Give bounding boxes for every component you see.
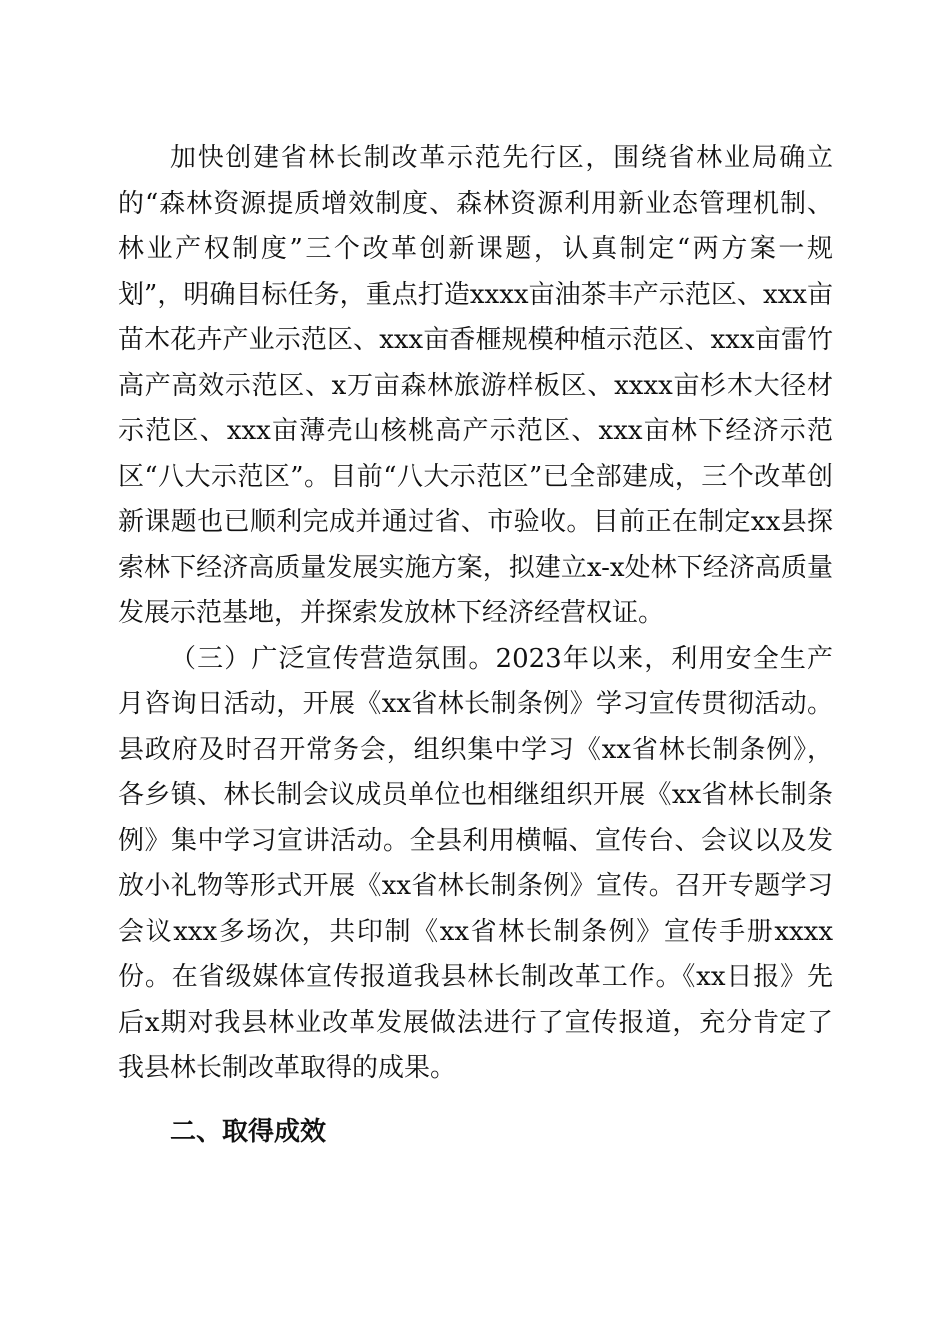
paragraph-demonstration-zones: 加快创建省林长制改革示范先行区，围绕省林业局确立的“森林资源提质增效制度、森林资源利用新业态管理机制、林业产权制度”三个改革创新课题，认真制定“两方案一规划”，明确目标任务，重点打造xxxx亩油茶丰产示范区、xxx亩苗木花卉产业示范区、xxx亩香榧规模种植示范区、xxx亩雷竹高产高效示范区、x万亩森林旅游样板区、xxxx亩杉木大径材示范区、xxx亩薄壳山核桃高产示范区、xxx亩林下经济示范区“八大示范区”。目前“八大示范区”已全部建成，三个改革创新课题也已顺利完成并通过省、市验收。目前正在制定xx县探索林下经济高质量发展实施方案，拟建立x-x处林下经济高质量发展示范基地，并探索发放林下经济经营权证。 [118, 143, 833, 628]
paragraph-publicity: （三）广泛宣传营造氛围。2023年以来，利用安全生产月咨询日活动，开展《xx省林长制条例》学习宣传贯彻活动。县政府及时召开常务会，组织集中学习《xx省林长制条例》，各乡镇、林长制会议成员单位也相继组织开展《xx省林长制条例》集中学习宣讲活动。全县利用横幅、宣传台、会议以及发放小礼物等形式开展《xx省林长制条例》宣传。召开专题学习会议xxx多场次，共印制《xx省林长制条例》宣传手册xxxx份。在省级媒体宣传报道我县林长制改革工作。《xx日报》先后x期对我县林业改革发展做法进行了宣传报道，充分肯定了我县林长制改革取得的成果。 [118, 643, 833, 1083]
section-heading-achievements: 二、取得成效 [170, 1116, 327, 1147]
document-body [118, 136, 833, 1155]
